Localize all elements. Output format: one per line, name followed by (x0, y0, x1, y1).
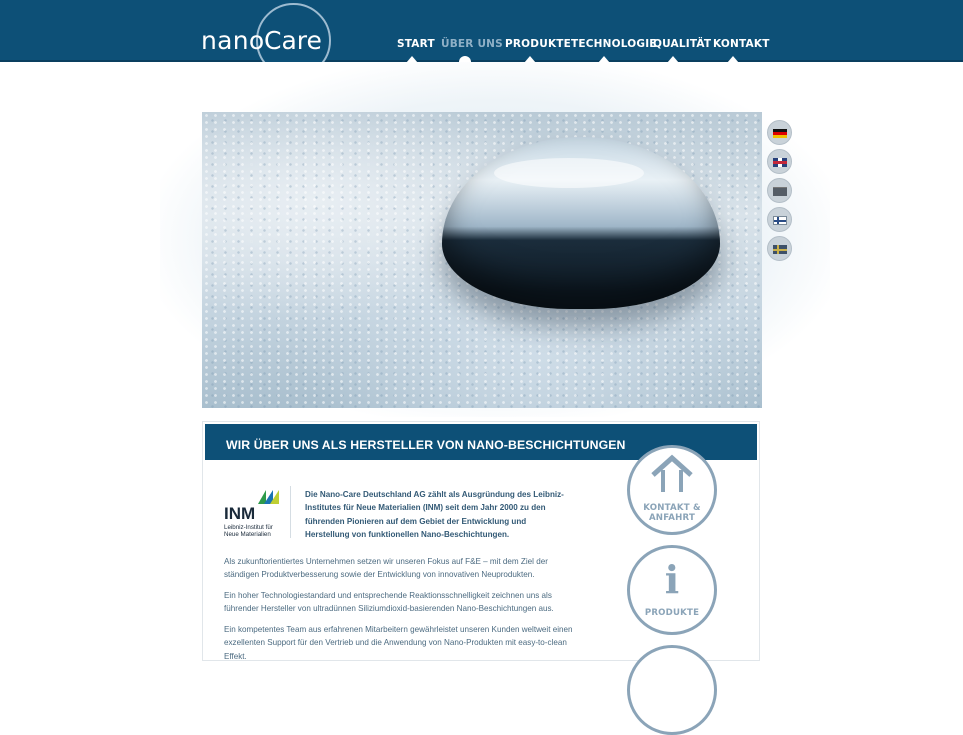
inm-subtitle-line1: Leibniz-Institut für (224, 524, 273, 531)
logo-text-nano[interactable]: nano (201, 26, 265, 55)
intro-text: Die Nano-Care Deutschland AG zählt als Ausgründung des Leibniz-Institutes für Neue Materialien (INM) seit dem Jahr 2000 zu den führenden Pionieren auf dem Gebiet der Entwicklung und Herstellung von funktionellen Nano-Beschichtungen. (305, 490, 564, 540)
gb-flag-icon (773, 158, 787, 167)
contact-directions-button[interactable] (627, 445, 717, 535)
inm-subtitle-line2: Neue Materialien (224, 531, 271, 538)
logo-text-care[interactable]: Care (264, 26, 322, 55)
paragraph-1: Als zukunftorientiertes Unternehmen setzen wir unseren Fokus auf F&E – mit dem Ziel der ständigen Produktverbesserung sowie der Entwicklung von innovativen Neuprodukten. (224, 557, 548, 580)
contact-label-line1: KONTAKT & (643, 503, 701, 513)
nav-kontakt[interactable]: KONTAKT (713, 38, 770, 50)
hero-image (202, 112, 762, 408)
products-button-label: PRODUKTE (644, 608, 700, 618)
nav-produkte[interactable]: PRODUKTE (505, 38, 572, 50)
water-droplet-highlight (494, 158, 644, 188)
inm-logo-name: INM (224, 504, 256, 523)
es-flag-icon (773, 187, 787, 196)
language-es-button[interactable] (767, 178, 792, 203)
site-header (0, 0, 963, 62)
fi-flag-icon (773, 216, 787, 225)
language-en-button[interactable] (767, 149, 792, 174)
info-icon: i (664, 557, 680, 602)
content-title: WIR ÜBER UNS ALS HERSTELLER VON NANO-BESCHICHTUNGEN (226, 438, 626, 452)
inm-logo[interactable] (224, 490, 278, 540)
house-icon-body (661, 470, 683, 492)
nav-ueber-uns[interactable]: ÜBER UNS (441, 38, 503, 50)
nav-qualitaet[interactable]: QUALITÄT (653, 38, 712, 50)
nav-start[interactable]: START (397, 38, 435, 50)
inm-logo-subtitle (224, 524, 273, 538)
de-flag-icon (773, 129, 787, 138)
products-button[interactable] (627, 545, 717, 635)
language-fi-button[interactable] (767, 207, 792, 232)
language-se-button[interactable] (767, 236, 792, 261)
language-de-button[interactable] (767, 120, 792, 145)
contact-button-label (630, 503, 714, 523)
third-circle-button[interactable] (627, 645, 717, 735)
paragraph-3: Ein kompetentes Team aus erfahrenen Mitarbeitern gewährleistet unseren Kunden weltweit einen exzellenten Support für den Vertrieb und die Anwendung von Nano-Produkten mit easy-to-clean Effekt. (224, 625, 573, 661)
inm-logo-mark (270, 490, 279, 504)
contact-label-line2: ANFAHRT (648, 513, 696, 523)
se-flag-icon (773, 245, 787, 254)
nav-technologie[interactable]: TECHNOLOGIE (571, 38, 657, 50)
logo-divider (290, 486, 291, 538)
paragraph-2: Ein hoher Technologiestandard und entsprechende Reaktionsschnelligkeit zeichnen uns als führender Hersteller von ultradünnen Siliziumdioxid-basierenden Nano-Beschichtungen aus. (224, 591, 554, 614)
